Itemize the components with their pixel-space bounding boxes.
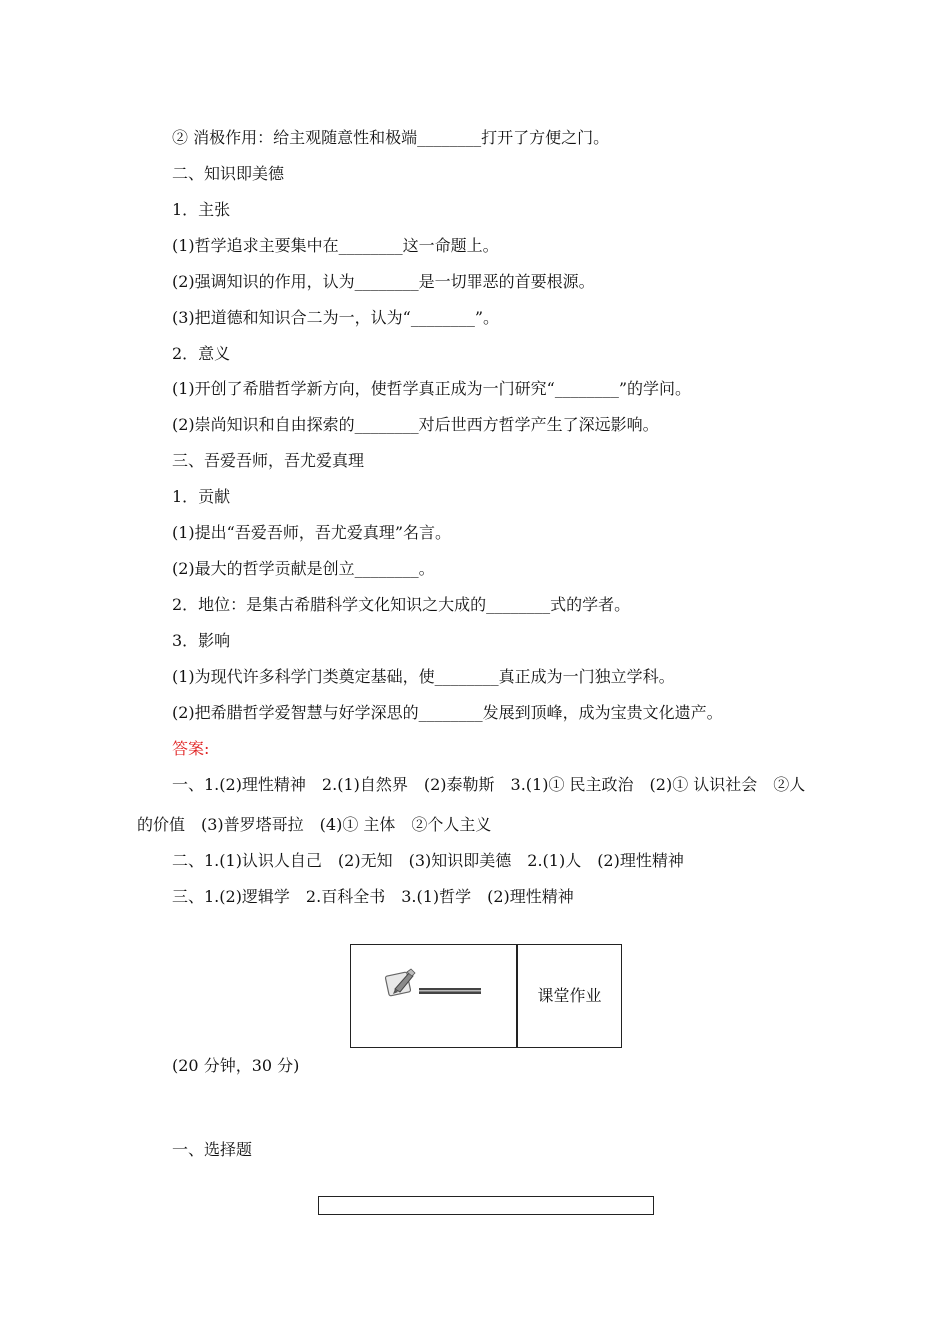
text-line: (3)把道德和知识合二为一，认为“________”。 bbox=[172, 308, 500, 327]
pen-note-icon bbox=[383, 965, 419, 1001]
answer-line: 一、1.(2)理性精神 2.(1)自然界 (2)泰勒斯 3.(1)① 民主政治 (2)① 认识社会 ②人 bbox=[172, 775, 806, 794]
text-line: (1)开创了希腊哲学新方向，使哲学真正成为一门研究“________”的学问。 bbox=[172, 379, 692, 398]
subheading: 1．主张 bbox=[172, 200, 231, 219]
text-line: (1)提出“吾爱吾师，吾尤爱真理”名言。 bbox=[172, 523, 452, 542]
classwork-banner bbox=[350, 944, 622, 1048]
text-line: (2)强调知识的作用，认为________是一切罪恶的首要根源。 bbox=[172, 272, 595, 291]
text-line: ② 消极作用：给主观随意性和极端________打开了方便之门。 bbox=[172, 128, 610, 147]
card-title: 课堂作业 bbox=[537, 986, 602, 1005]
answer-label: 答案: bbox=[172, 739, 210, 758]
text-line: (2)崇尚知识和自由探索的________对后世西方哲学产生了深远影响。 bbox=[172, 415, 659, 434]
content-box bbox=[318, 1196, 654, 1215]
answer-line: 三、1.(2)逻辑学 2.百科全书 3.(1)哲学 (2)理性精神 bbox=[172, 887, 574, 906]
answer-line: 的价值 (3)普罗塔哥拉 (4)① 主体 ②个人主义 bbox=[137, 815, 492, 834]
text-line: (1)哲学追求主要集中在________这一命题上。 bbox=[172, 236, 499, 255]
answer-line: 二、1.(1)认识人自己 (2)无知 (3)知识即美德 2.(1)人 (2)理性精神 bbox=[172, 851, 684, 870]
text-line: (2)把希腊哲学爱智慧与好学深思的________发展到顶峰，成为宝贵文化遗产。 bbox=[172, 703, 723, 722]
subheading: 2．意义 bbox=[172, 344, 231, 363]
section-heading-choice: 一、选择题 bbox=[172, 1140, 253, 1159]
subheading: 3．影响 bbox=[172, 631, 231, 650]
text-line: (1)为现代许多科学门类奠定基础，使________真正成为一门独立学科。 bbox=[172, 667, 675, 686]
subheading: 1．贡献 bbox=[172, 487, 231, 506]
text-line: (2)最大的哲学贡献是创立________。 bbox=[172, 559, 435, 578]
section-heading: 三、吾爱吾师，吾尤爱真理 bbox=[172, 451, 365, 470]
text-line: 2．地位：是集古希腊科学文化知识之大成的________式的学者。 bbox=[172, 595, 631, 614]
underline-bar-icon bbox=[419, 988, 481, 994]
section-heading: 二、知识即美德 bbox=[172, 164, 285, 183]
time-note: (20 分钟，30 分) bbox=[172, 1056, 300, 1075]
